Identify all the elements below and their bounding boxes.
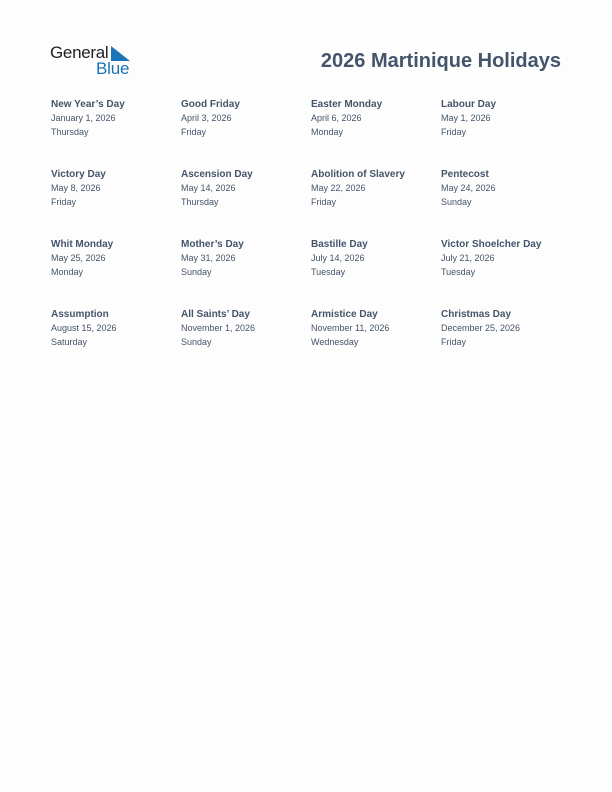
holiday-name: Victor Shoelcher Day	[441, 239, 542, 250]
holiday-name: Pentecost	[441, 169, 489, 180]
holiday-date: January 1, 2026	[51, 113, 116, 123]
holiday-weekday: Tuesday	[441, 267, 476, 277]
holiday-date: July 21, 2026	[441, 253, 495, 263]
holiday-weekday: Wednesday	[311, 337, 359, 347]
holiday-date: May 31, 2026	[181, 253, 236, 263]
holiday-date: May 8, 2026	[51, 183, 101, 193]
holiday-name: Ascension Day	[181, 169, 253, 180]
holiday-weekday: Tuesday	[311, 267, 346, 277]
holiday-weekday: Friday	[441, 337, 467, 347]
holiday-date: November 1, 2026	[181, 323, 256, 333]
holiday-name: Labour Day	[441, 99, 497, 110]
holiday-item	[441, 238, 571, 308]
holiday-name: Good Friday	[181, 99, 240, 110]
holiday-date: August 15, 2026	[51, 323, 117, 333]
holiday-date: May 24, 2026	[441, 183, 496, 193]
holiday-name: Whit Monday	[51, 239, 114, 250]
holiday-name: New Year’s Day	[51, 99, 125, 110]
holiday-item	[441, 168, 571, 238]
holiday-weekday: Friday	[51, 197, 77, 207]
holiday-item	[441, 308, 571, 378]
holiday-item	[181, 98, 311, 168]
holiday-weekday: Thursday	[181, 197, 219, 207]
holiday-date: April 3, 2026	[181, 113, 232, 123]
holiday-date: May 25, 2026	[51, 253, 106, 263]
holiday-item	[181, 238, 311, 308]
holiday-name: Victory Day	[51, 169, 106, 180]
page-title: 2026 Martinique Holidays	[320, 50, 561, 72]
logo-text-blue: Blue	[96, 59, 130, 78]
holiday-item	[311, 238, 441, 308]
holiday-date: May 1, 2026	[441, 113, 491, 123]
holiday-item	[441, 98, 571, 168]
holiday-item	[311, 308, 441, 378]
holiday-weekday: Thursday	[51, 127, 89, 137]
holiday-date: November 11, 2026	[311, 323, 390, 333]
logo-text-general: General	[50, 43, 109, 62]
holiday-item	[51, 238, 181, 308]
holiday-name: Assumption	[51, 309, 109, 320]
holiday-item	[181, 308, 311, 378]
holiday-date: May 22, 2026	[311, 183, 366, 193]
holiday-name: Abolition of Slavery	[311, 169, 405, 180]
holiday-weekday: Saturday	[51, 337, 88, 347]
holiday-name: All Saints’ Day	[181, 309, 250, 320]
holiday-item	[51, 98, 181, 168]
holiday-date: May 14, 2026	[181, 183, 236, 193]
holiday-item	[51, 168, 181, 238]
holiday-name: Armistice Day	[311, 309, 378, 320]
holiday-date: July 14, 2026	[311, 253, 365, 263]
holiday-name: Bastille Day	[311, 239, 368, 250]
holiday-weekday: Sunday	[181, 267, 212, 277]
holiday-date: December 25, 2026	[441, 323, 521, 333]
holiday-weekday: Friday	[181, 127, 207, 137]
holiday-weekday: Monday	[51, 267, 84, 277]
holiday-name: Christmas Day	[441, 309, 512, 320]
holiday-item	[311, 98, 441, 168]
holiday-weekday: Monday	[311, 127, 344, 137]
holiday-weekday: Sunday	[441, 197, 472, 207]
holiday-name: Mother’s Day	[181, 239, 244, 250]
holiday-item	[311, 168, 441, 238]
holiday-weekday: Friday	[441, 127, 467, 137]
holiday-grid	[51, 98, 571, 378]
holiday-date: April 6, 2026	[311, 113, 362, 123]
holiday-weekday: Friday	[311, 197, 337, 207]
holiday-name: Easter Monday	[311, 99, 383, 110]
holiday-weekday: Sunday	[181, 337, 212, 347]
holiday-item	[181, 168, 311, 238]
generalblue-logo	[50, 43, 134, 79]
holiday-item	[51, 308, 181, 378]
